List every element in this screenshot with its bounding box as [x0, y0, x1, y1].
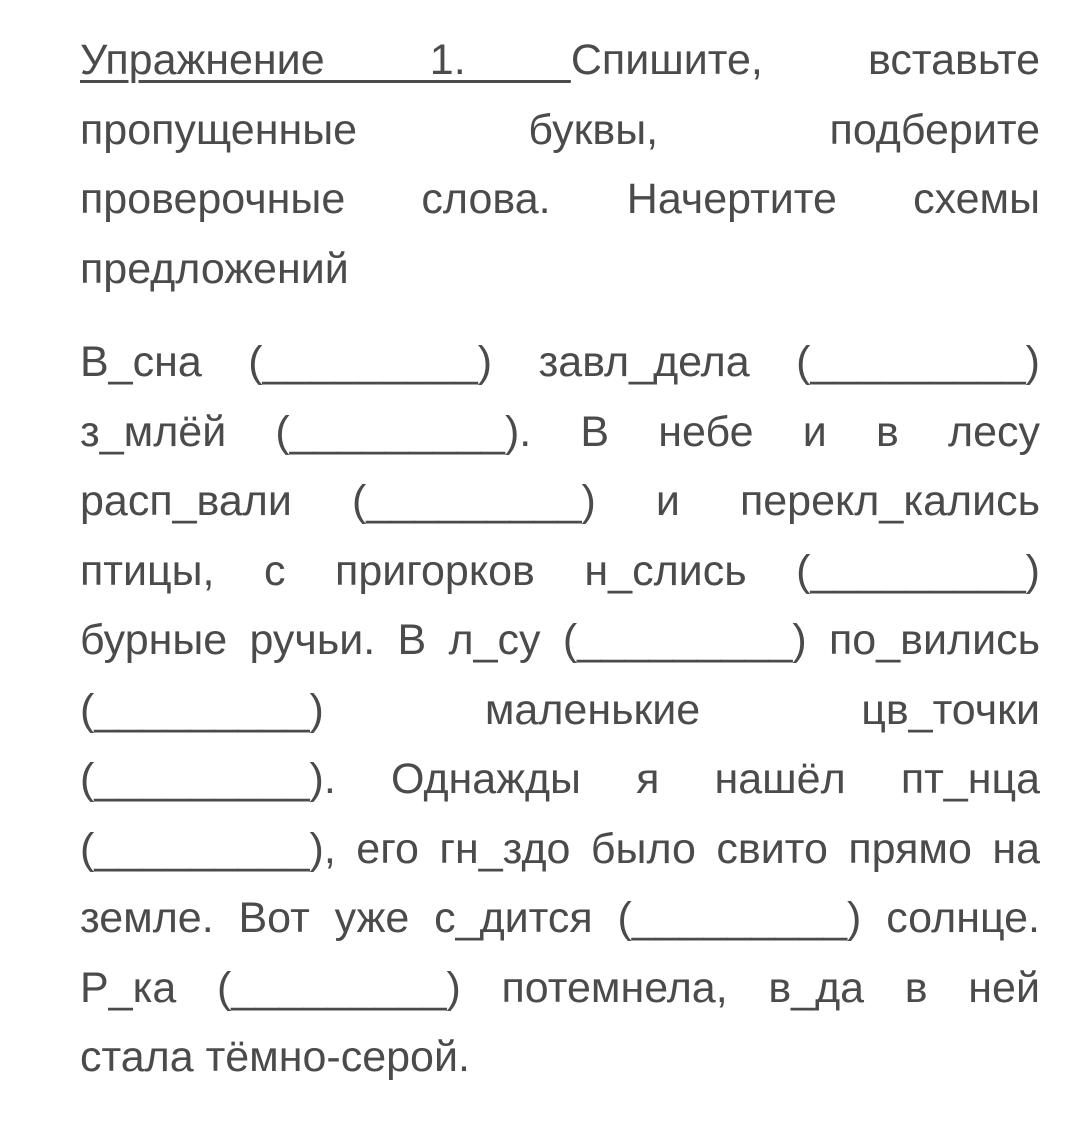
instruction-paragraph: [80, 26, 1040, 304]
text-line-1: В_сна (_________) завл_дела (_________): [80, 338, 1040, 386]
instruction-text-1: Спишите, вставьте: [570, 36, 1040, 84]
text-line-5: бурные ручьи. В л_су (_________) по_вились: [80, 616, 1040, 664]
text-line-11: стала тёмно-серой.: [80, 1033, 470, 1081]
text-line-7: (_________). Однажды я нашёл пт_нца: [80, 755, 1040, 803]
text-line-10: Р_ка (_________) потемнела, в_да в ней: [80, 963, 1040, 1012]
text-line-2: з_млёй (_________). В небе и в лесу: [80, 407, 1040, 456]
text-line-4: птицы, с пригорков н_слись (_________): [80, 546, 1040, 595]
text-line-8: (_________), его гн_здо было свито прямо на: [80, 824, 1040, 873]
instruction-line-2: пропущенные буквы, подберите: [80, 105, 1040, 154]
text-line-3: расп_вали (_________) и перекл_кались: [80, 477, 1040, 525]
instruction-line-1: [80, 26, 1040, 96]
instruction-line-4: предложений: [80, 244, 349, 293]
exercise-document: [80, 26, 1040, 1093]
instruction-line-3: проверочные слова. Начертите схемы: [80, 175, 1040, 223]
text-line-9: земле. Вот уже с_дится (_________) солнце.: [80, 894, 1040, 942]
exercise-heading: Упражнение 1.: [80, 36, 571, 84]
exercise-text-paragraph: [80, 328, 1040, 1093]
text-line-6: (_________) маленькие цв_точки: [80, 685, 1040, 734]
